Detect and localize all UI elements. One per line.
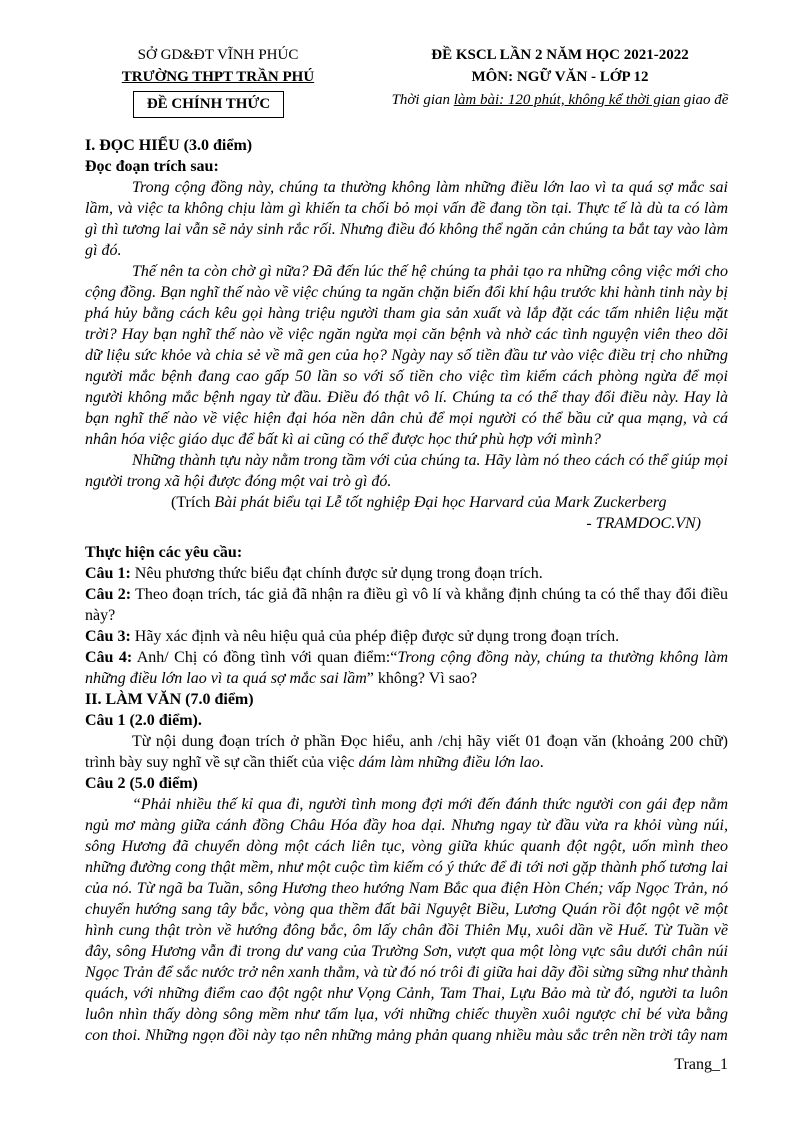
time-prefix: Thời gian <box>391 92 454 108</box>
question-4-quote: Trong cộng đồng này, chúng ta thường không làm những điều lớn lao vì ta quá sợ mắc sai lầm <box>85 649 729 687</box>
question-2 <box>85 584 728 626</box>
question-4 <box>85 647 728 689</box>
essay-1-prompt <box>85 731 728 773</box>
essay-1-text: Từ nội dung đoạn trích ở phần Đọc hiểu, anh /chị hãy viết 01 đoạn văn (khoảng 200 chữ) trình bày suy nghĩ về sự cần thiết của việc <box>85 733 728 771</box>
question-4-post: ” không? Vì sao? <box>366 670 478 687</box>
citation-title: Bài phát biểu tại Lễ tốt nghiệp Đại học Harvard của Mark Zuckerberg <box>214 494 667 511</box>
essay-1-title: Câu 1 (2.0 điểm). <box>85 712 202 729</box>
question-1-text: Nêu phương thức biểu đạt chính được sử dụng trong đoạn trích. <box>130 565 543 582</box>
school-name: TRƯỜNG THPT TRẦN PHÚ <box>121 69 315 85</box>
header-right <box>355 44 765 111</box>
time-underlined: làm bài: 120 phút, không kể thời gian <box>453 92 681 108</box>
question-4-pre: Anh/ Chị có đồng tình với quan điểm:“ <box>132 649 398 666</box>
official-exam-badge: ĐỀ CHÍNH THỨC <box>133 91 284 118</box>
question-2-text: Theo đoạn trích, tác giả đã nhận ra điều gì vô lí và khẳng định chúng ta có thể thay đổi điều này? <box>85 586 729 624</box>
spacer <box>85 534 728 542</box>
page-number: Trang_1 <box>674 1056 728 1073</box>
essay-2-title: Câu 2 (5.0 điểm) <box>85 775 198 792</box>
passage-paragraph-1: Trong cộng đồng này, chúng ta thường không làm những điều lớn lao vì ta quá sợ mắc sai lầm, và việc ta không chịu làm gì khiến ta chối bỏ mọi vấn đề đang tồn tại. Thực tế là dù ta có làm gì thì tương lai vẫn sẽ nảy sinh rắc rối. Nhưng điều đó không thể ngăn cản chúng ta bắt tay vào làm gì đó. <box>85 179 728 259</box>
subject-title: MÔN: NGỮ VĂN - LỚP 12 <box>471 69 649 85</box>
question-3-text: Hãy xác định và nêu hiệu quả của phép điệp được sử dụng trong đoạn trích. <box>130 628 620 645</box>
essay-1-topic: dám làm những điều lớn lao <box>358 754 540 771</box>
section1-intro: Đọc đoạn trích sau: <box>85 158 219 175</box>
essay-2-passage: “Phải nhiều thế kỉ qua đi, người tình mong đợi mới đến đánh thức người con gái đẹp nằm ngủ mơ màng giữa cánh đồng Châu Hóa đầy hoa dại. Nhưng ngay từ đầu vừa ra khỏi vùng núi, sông Hương đã chuyển dòng một cách liên tục, vòng giữa khúc quanh đột ngột, uốn mình theo những đường cong thật mềm, như một cuộc tìm kiếm có ý thức để đi tới nơi gặp thành phố tương lai của nó. Từ ngã ba Tuần, sông Hương theo hướng Nam Bắc qua điện Hòn Chén; vấp Ngọc Trản, nó chuyển hướng sang tây bắc, vòng qua thềm đất bãi Nguyệt Biều, Lương Quán rồi đột ngột vẽ một hình cung thật tròn về hướng đông bắc, ôm lấy chân đồi Thiên Mụ, xuôi dần về Huế. Từ Tuần về đây, sông Hương vẫn đi trong dư vang của Trường Sơn, vượt qua một lòng vực sâu dưới chân núi Ngọc Trản để sắc nước trở nên xanh thẳm, và từ đó nó trôi đi giữa hai dãy đồi sừng sững như thành quách, với những điểm cao đột ngột như Vọng Cảnh, Tam Thai, Lựu Bảo mà từ đó, người ta luôn luôn nhìn thấy dòng sông mềm như tấm lụa, với những chiếc thuyền xuôi ngược chỉ bé vừa bằng con thoi. Những ngọn đồi này tạo nên những mảng phản quang nhiều màu sắc trên nền trời tây nam <box>85 796 728 1044</box>
section1-title: I. ĐỌC HIỂU (3.0 điểm) <box>85 137 253 154</box>
exam-content <box>85 135 728 1046</box>
passage-paragraph-3: Những thành tựu này nằm trong tầm với của chúng ta. Hãy làm nó theo cách có thể giúp mọi người trong xã hội được đóng một vai trò gì đó. <box>85 452 728 490</box>
question-1-label: Câu 1: <box>85 565 131 582</box>
citation-prefix: (Trích <box>171 494 215 511</box>
section2-title: II. LÀM VĂN (7.0 điểm) <box>85 691 254 708</box>
question-2-label: Câu 2: <box>85 586 132 603</box>
question-4-label: Câu 4: <box>85 649 133 666</box>
header-left <box>95 44 341 88</box>
department-name: SỞ GD&ĐT VĨNH PHÚC <box>137 47 299 63</box>
question-1 <box>85 563 728 584</box>
passage-paragraph-2: Thế nên ta còn chờ gì nữa? Đã đến lúc thế hệ chúng ta phải tạo ra những công việc mới cho cộng đồng. Bạn nghĩ thế nào về việc chúng ta ngăn chặn biến đổi khí hậu trước khi hành tinh này bị phá hủy bằng cách kêu gọi hàng triệu người tham gia sản xuất và lắp đặt các tấm nhiên liệu mặt trời? Hay bạn nghĩ thế nào về việc ngăn ngừa mọi căn bệnh và nhờ các tình nguyện viên theo dõi dữ liệu sức khỏe và chia sẻ về mã gen của họ? Ngày nay số tiền đầu tư vào việc điều trị cho những người mắc bệnh đang cao gấp 50 lần so với số tiền cho việc tìm kiếm cách phòng ngừa để mọi người không mắc bệnh ngay từ đầu. Điều đó thật vô lí. Chúng ta có thể thay đổi điều này. Hay là bạn nghĩ thế nào về việc hiện đại hóa nền dân chủ để mọi người có thể bầu cử qua mạng, và cá nhân hóa việc giáo dục để bất kì ai cũng có thể được học thứ phù hợp với mình? <box>85 263 728 448</box>
essay-1-end: . <box>539 754 544 771</box>
question-3 <box>85 626 728 647</box>
time-note <box>355 89 765 111</box>
question-3-label: Câu 3: <box>85 628 131 645</box>
time-suffix: giao đề <box>680 92 729 108</box>
exam-title: ĐỀ KSCL LẦN 2 NĂM HỌC 2021-2022 <box>431 47 689 63</box>
citation-source: - TRAMDOC.VN) <box>586 515 701 532</box>
citation <box>85 492 728 513</box>
task-title: Thực hiện các yêu cầu: <box>85 544 243 561</box>
